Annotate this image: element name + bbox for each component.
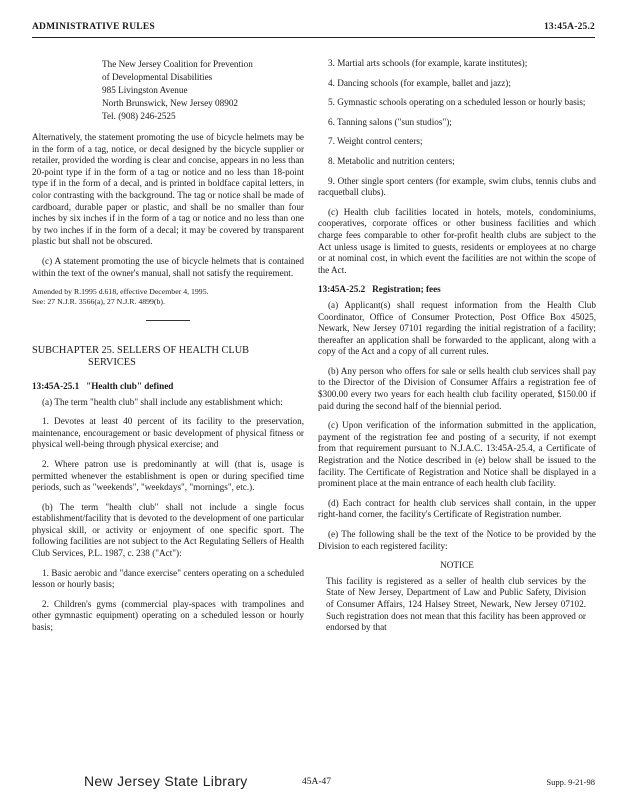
paragraph-a: (a) Applicant(s) shall request information from the Health Club Coordinator, Office of Consumer Protection, Post Office Box 45025, Newark, New Jersey 07101 regarding the initial registration of a facility; thereafter an application shall be forwarded to the applicant, along with a copy of the Act and a copy of all current rules. <box>318 299 596 357</box>
paragraph-c: (c) Upon verification of the information submitted in the application, payment of the registration fee and posting of a security, if not exempt from that requirement pursuant to N.J.A.C. 13:45A-25.4, a Certificate of Registration and the Notice described in (e) below shall be issued to the facility. The Certificate of Registration and Notice shall be displayed in a prominent place at the main entrance of each health club facility. <box>318 420 596 489</box>
section-heading <box>318 284 596 296</box>
paragraph-c: (c) A statement promoting the use of bicycle helmets that is contained within the text of the owner's manual, shall not satisfy the requirement. <box>32 255 304 278</box>
address-line: Tel. (908) 246-2525 <box>102 111 176 121</box>
paragraph-alternative: Alternatively, the statement promoting the use of bicycle helmets may be in the form of a tag, notice, or decal designed by the bicycle supplier or retailer, provided the wording is clear and concise, appears in no less than 20-point type if in the form of a tag or notice and no less than 18-point type if in the form of a decal, and is printed in boldface capital letters, in color contrasting with the background. The tag or notice shall be made of cardboard, durable paper or plastic, and shall be no smaller than four inches by six inches if in the form of a tag or notice and no less than one by two inches if in the form of a decal; it may be covered by transparent plastic but shall not be obscured. <box>32 132 304 247</box>
library-stamp: New Jersey State Library <box>84 773 248 789</box>
see-note: See: 27 N.J.R. 3566(a), 27 N.J.R. 4899(b). <box>32 296 165 306</box>
section-divider <box>146 320 190 321</box>
amended-note: Amended by R.1995 d.618, effective December 4, 1995. <box>32 287 209 297</box>
subchapter-title: SUBCHAPTER 25. SELLERS OF HEALTH CLUB <box>32 344 250 356</box>
left-column <box>32 58 304 642</box>
section-heading <box>32 381 304 393</box>
notice-heading: NOTICE <box>440 560 474 571</box>
header-rule <box>32 37 595 38</box>
subchapter-title-cont: SERVICES <box>88 357 136 369</box>
list-item: 2. Where patron use is predominantly at will (that is, usage is permitted whenever the establishment is open or during specified time periods, such as "weekends", "weekdays", "mornings", etc.). <box>32 458 304 493</box>
address-block <box>102 58 304 123</box>
list-item: 9. Other single sport centers (for example, swim clubs, tennis clubs and racquetball clubs). <box>318 175 596 198</box>
list-item: 6. Tanning salons ("sun studios"); <box>328 116 452 127</box>
subchapter-heading <box>32 345 304 370</box>
running-header <box>32 22 595 36</box>
list-item: 2. Children's gyms (commercial play-spaces with trampolines and other gymnastic equipment) operating on a scheduled lesson or hourly basis; <box>32 598 304 633</box>
paragraph-a: (a) The term "health club" shall include any establishment which: <box>42 396 283 407</box>
address-line: The New Jersey Coalition for Prevention <box>102 59 253 69</box>
history-note <box>32 287 304 306</box>
supplement-date: Supp. 9-21-98 <box>546 777 595 787</box>
section-title: Registration; fees <box>372 284 441 295</box>
paragraph-e: (e) The following shall be the text of the Notice to be provided by the Division to each registered facility: <box>318 529 596 551</box>
address-line: North Brunswick, New Jersey 08902 <box>102 98 239 108</box>
right-column <box>318 58 596 634</box>
section-number: 13:45A-25.1 <box>32 380 80 391</box>
paragraph-b: (b) The term "health club" shall not include a single focus establishment/facility that is devoted to the development of one particular physical skill, or activity or enjoyment of one specific sport. The following facilities are not subject to the Act Regulating Sellers of Health Club Services, P.L. 1987, c. 238 ("Act"): <box>32 501 304 559</box>
paragraph-d: (d) Each contract for health club services shall contain, in the upper right-hand corner, the facility's Certificate of Registration number. <box>318 497 596 520</box>
header-section-number: 13:45A-25.2 <box>543 22 595 32</box>
address-line: 985 Livingston Avenue <box>102 85 188 95</box>
paragraph-c: (c) Health club facilities located in hotels, motels, condominiums, cooperatives, corporate offices or other business facilities and which charge fees comparable to other for-profit health clubs are subject to the Act unless usage is limited to guests, residents or employees at no charge or at nominal cost, in which event the facilities are not within the scope of the Act. <box>318 206 596 275</box>
list-item: 1. Basic aerobic and "dance exercise" centers operating on a scheduled lesson or hourly basis; <box>32 567 304 590</box>
header-title: ADMINISTRATIVE RULES <box>32 22 155 32</box>
section-number: 13:45A-25.2 <box>318 284 366 295</box>
list-item: 4. Dancing schools (for example, ballet and jazz); <box>328 77 511 88</box>
address-line: of Developmental Disabilities <box>102 72 213 82</box>
page-number: 45A-47 <box>302 777 332 787</box>
list-item: 5. Gymnastic schools operating on a scheduled lesson or hourly basis; <box>328 97 586 108</box>
list-item: 7. Weight control centers; <box>328 136 423 147</box>
section-title: "Health club" defined <box>86 380 174 391</box>
paragraph-b: (b) Any person who offers for sale or sells health club services shall pay to the Director of the Division of Consumer Affairs a registration fee of $300.00 every two years for each health club facility operated, $150.00 if paid during the second half of the biennial period. <box>318 365 596 411</box>
page-footer <box>32 773 595 793</box>
notice-body: This facility is registered as a seller of health club services by the State of New Jersey, Department of Law and Public Safety, Division of Consumer Affairs, 124 Halsey Street, Newark, New Jersey 07102. Such registration does not mean that this facility has been approved or endorsed by that <box>326 575 586 633</box>
list-item: 1. Devotes at least 40 percent of its facility to the preservation, maintenance, encouragement or basic development of physical fitness or physical well-being through physical exercise; and <box>32 416 304 450</box>
list-item: 8. Metabolic and nutrition centers; <box>328 155 455 166</box>
list-item: 3. Martial arts schools (for example, karate institutes); <box>328 58 528 68</box>
